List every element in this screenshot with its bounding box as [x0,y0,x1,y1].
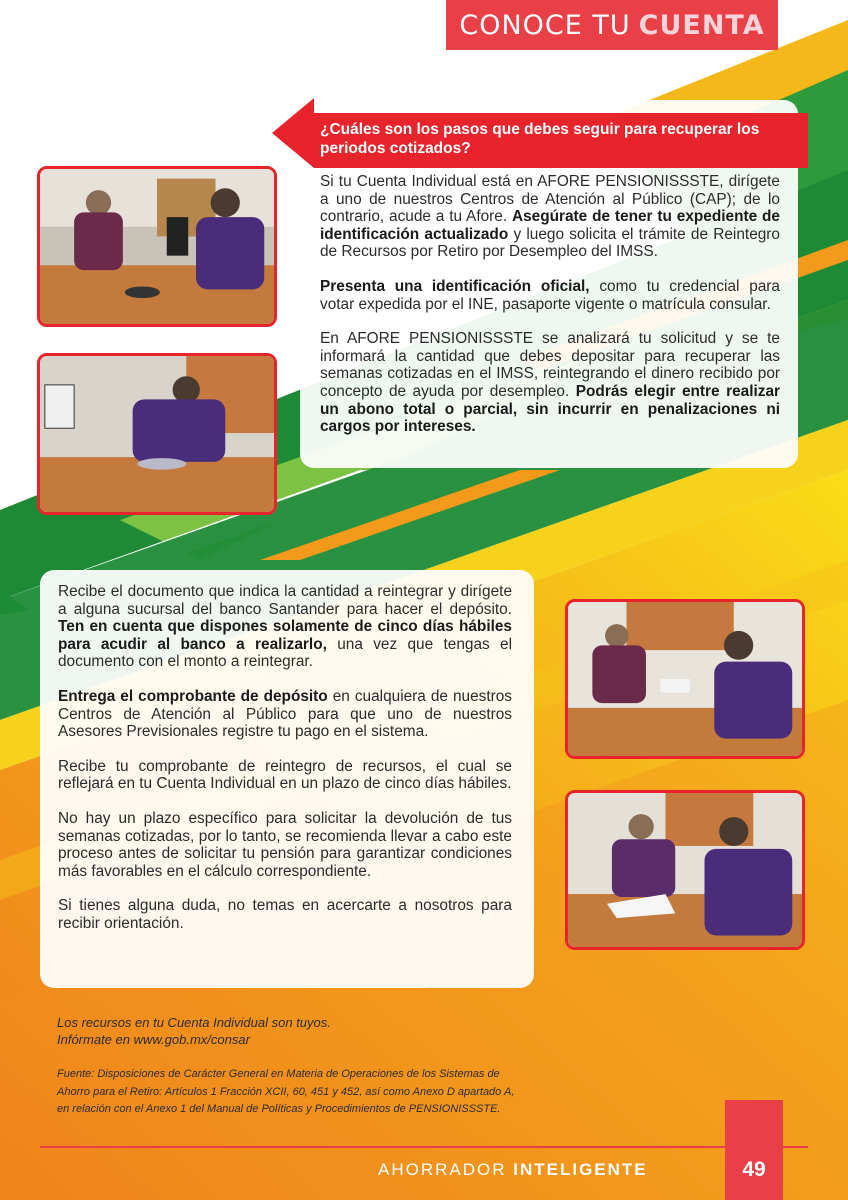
footer-brand-bold: INTELIGENTE [513,1160,648,1179]
text-run: en cualquiera de nuestros Centros de Atención al Público para que uno de nuestros Asesores Previsionales registre tu pago en el sistema. [58,687,513,741]
footnote-line-1: Los recursos en tu Cuenta Individual son tuyos. [57,1015,331,1030]
photo-office-signing [37,353,277,515]
paragraph [320,173,780,261]
header-title-light: CONOCE TU [459,9,631,41]
text-run: como tu credencial para votar expedida por el INE, pasaporte vigente o matrícula consular. [320,277,780,313]
photo-office-fingerprint [37,166,277,327]
paragraph [320,330,780,436]
text-run: Si tu Cuenta Individual está en AFORE PENSIONISSSTE, dirígete a uno de nuestros Centros de Atención al Público (CAP); de lo contrario, acude a tu Afore. [320,173,780,226]
paragraph: Recibe tu comprobante de reintegro de recursos, el cual se reflejará en tu Cuenta Individual en un plazo de cinco días hábiles. [58,757,512,793]
paragraph [320,278,780,313]
text-run: y luego solicita el trámite de Reintegro de Recursos por Retiro por Desempleo del IMSS. [320,225,780,261]
photo-office-form [565,790,805,950]
text-run-bold: Ten en cuenta que dispones solamente de cinco días hábiles para acudir al banco a realizarlo, [58,618,512,653]
text-run: una vez que tengas el documento con el monto a reintegrar. [58,635,512,671]
text-run-bold: Entrega el comprobante de depósito [58,687,328,705]
paragraph [58,583,512,671]
page-number: 49 [725,1100,783,1200]
text-run-bold: Podrás elegir entre realizar un abono total o parcial, sin incurrir en penalizaciones ni cargos por intereses. [320,382,780,436]
footer-brand-light: AHORRADOR [378,1160,507,1179]
text-run-bold: Asegúrate de tener tu expediente de identificación actualizado [320,208,780,243]
footer-divider [40,1146,808,1148]
text-run-bold: Presenta una identificación oficial, [320,277,590,295]
section-header [446,0,778,50]
paragraph: No hay un plazo específico para solicitar la devolución de tus semanas cotizadas, por lo tanto, se recomienda llevar a cabo este proceso antes de solicitar tu pensión para garantizar condiciones más favorables en el cálculo correspondiente. [58,809,512,880]
header-title-bold: CUENTA [638,9,765,41]
paragraph: Si tienes alguna duda, no temas en acercarte a nosotros para recibir orientación. [58,897,512,932]
footnote-line-2: Infórmate en www.gob.mx/consar [57,1032,250,1047]
text-run: Recibe el documento que indica la cantidad a reintegrar y dirígete a alguna sucursal del banco Santander para hacer el depósito. [58,583,512,618]
source-citation: Fuente: Disposiciones de Carácter General en Materia de Operaciones de los Sistemas de Ahorro para el Retiro: Artículos 1 Fracción XCII, 60, 451 y 452, así como Anexo D apartado A, en relación con el Anexo 1 del Manual de Políticas y Procedimientos de PENSIONISSSTE. [57,1068,515,1115]
steps-text-bottom [58,583,512,950]
footnote [57,1014,487,1048]
paragraph [58,688,512,741]
question-heading: ¿Cuáles son los pasos que debes seguir para recuperar los periodos cotizados? [320,121,760,157]
steps-text-top [320,173,780,453]
photo-office-document [565,599,805,759]
footer-brand [378,1160,648,1180]
text-run: En AFORE PENSIONISSSTE se analizará tu solicitud y se te informará la cantidad que debes depositar para recuperar las semanas cotizadas en el IMSS, reintegrando el dinero recibido por concepto de ayuda por desempleo. [320,330,780,400]
